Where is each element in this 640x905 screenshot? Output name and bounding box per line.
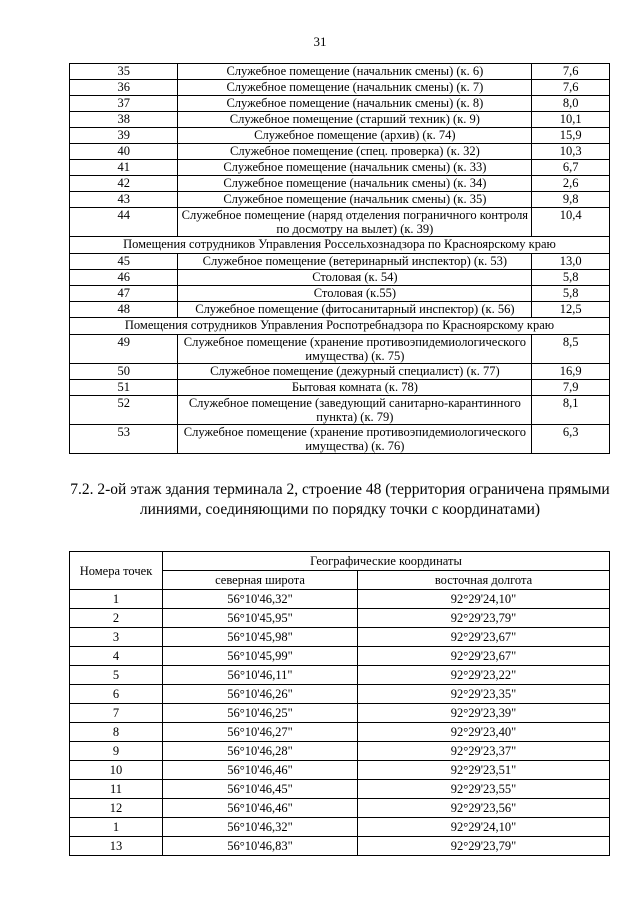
table-row	[70, 160, 610, 176]
room-description: Служебное помещение (архив) (к. 74)	[178, 128, 532, 144]
latitude-cell: 56°10'46,25"	[163, 704, 358, 723]
header-geo-coordinates: Географические координаты	[163, 552, 610, 571]
table-row	[70, 704, 610, 723]
room-description: Столовая (к.55)	[178, 286, 532, 302]
room-description: Служебное помещение (хранение противоэпидемиологического имущества) (к. 76)	[178, 425, 532, 454]
rooms-table	[69, 63, 610, 454]
section-heading: Помещения сотрудников Управления Россельхознадзора по Красноярскому краю	[70, 237, 610, 254]
latitude-cell: 56°10'46,11"	[163, 666, 358, 685]
longitude-cell: 92°29'23,67"	[358, 647, 610, 666]
room-area: 8,1	[532, 396, 610, 425]
room-number: 38	[70, 112, 178, 128]
room-number: 42	[70, 176, 178, 192]
room-area: 6,3	[532, 425, 610, 454]
table-row	[70, 144, 610, 160]
room-description: Столовая (к. 54)	[178, 270, 532, 286]
room-number: 49	[70, 335, 178, 364]
header-longitude: восточная долгота	[358, 571, 610, 590]
header-latitude: северная широта	[163, 571, 358, 590]
point-number: 2	[70, 609, 163, 628]
room-description: Служебное помещение (начальник смены) (к. 35)	[178, 192, 532, 208]
point-number: 3	[70, 628, 163, 647]
table-row	[70, 80, 610, 96]
table-row	[70, 799, 610, 818]
point-number: 7	[70, 704, 163, 723]
latitude-cell: 56°10'46,46"	[163, 761, 358, 780]
table-section-row	[70, 237, 610, 254]
room-area: 8,0	[532, 96, 610, 112]
room-area: 2,6	[532, 176, 610, 192]
room-area: 7,6	[532, 64, 610, 80]
room-description: Служебное помещение (хранение противоэпидемиологического имущества) (к. 75)	[178, 335, 532, 364]
point-number: 11	[70, 780, 163, 799]
table-row	[70, 302, 610, 318]
latitude-cell: 56°10'45,99"	[163, 647, 358, 666]
latitude-cell: 56°10'46,46"	[163, 799, 358, 818]
point-number: 1	[70, 818, 163, 837]
section-title: 7.2. 2-ой этаж здания терминала 2, строение 48 (территория ограничена прямыми линиями, соединяющими по порядку точки с координатами)	[70, 481, 610, 518]
room-area: 10,4	[532, 208, 610, 237]
longitude-cell: 92°29'24,10"	[358, 818, 610, 837]
room-number: 41	[70, 160, 178, 176]
room-description: Служебное помещение (спец. проверка) (к. 32)	[178, 144, 532, 160]
table-row	[70, 723, 610, 742]
room-area: 7,9	[532, 380, 610, 396]
point-number: 6	[70, 685, 163, 704]
point-number: 5	[70, 666, 163, 685]
room-number: 46	[70, 270, 178, 286]
table-row	[70, 628, 610, 647]
room-area: 15,9	[532, 128, 610, 144]
latitude-cell: 56°10'45,98"	[163, 628, 358, 647]
longitude-cell: 92°29'23,37"	[358, 742, 610, 761]
room-description: Служебное помещение (дежурный специалист) (к. 77)	[178, 364, 532, 380]
table-row	[70, 609, 610, 628]
table-row	[70, 112, 610, 128]
room-number: 43	[70, 192, 178, 208]
latitude-cell: 56°10'45,95"	[163, 609, 358, 628]
room-description: Служебное помещение (начальник смены) (к. 8)	[178, 96, 532, 112]
point-number: 1	[70, 590, 163, 609]
room-description: Служебное помещение (старший техник) (к. 9)	[178, 112, 532, 128]
longitude-cell: 92°29'23,56"	[358, 799, 610, 818]
header-points: Номера точек	[70, 552, 163, 590]
room-area: 7,6	[532, 80, 610, 96]
room-area: 5,8	[532, 270, 610, 286]
room-area: 12,5	[532, 302, 610, 318]
page-number: 31	[313, 34, 327, 49]
room-number: 50	[70, 364, 178, 380]
table-row	[70, 780, 610, 799]
latitude-cell: 56°10'46,45"	[163, 780, 358, 799]
table-row	[70, 176, 610, 192]
room-description: Служебное помещение (начальник смены) (к. 7)	[178, 80, 532, 96]
room-description: Бытовая комната (к. 78)	[178, 380, 532, 396]
room-area: 10,3	[532, 144, 610, 160]
table-row	[70, 208, 610, 237]
point-number: 4	[70, 647, 163, 666]
room-area: 16,9	[532, 364, 610, 380]
table-row	[70, 742, 610, 761]
room-number: 53	[70, 425, 178, 454]
room-area: 10,1	[532, 112, 610, 128]
table-row	[70, 685, 610, 704]
room-description: Служебное помещение (начальник смены) (к. 33)	[178, 160, 532, 176]
table-row	[70, 425, 610, 454]
table-row	[70, 192, 610, 208]
room-area: 9,8	[532, 192, 610, 208]
table-row	[70, 396, 610, 425]
latitude-cell: 56°10'46,26"	[163, 685, 358, 704]
room-area: 13,0	[532, 254, 610, 270]
room-number: 45	[70, 254, 178, 270]
room-area: 6,7	[532, 160, 610, 176]
room-area: 5,8	[532, 286, 610, 302]
table-row	[70, 590, 610, 609]
table-row	[70, 64, 610, 80]
latitude-cell: 56°10'46,32"	[163, 590, 358, 609]
longitude-cell: 92°29'24,10"	[358, 590, 610, 609]
longitude-cell: 92°29'23,79"	[358, 609, 610, 628]
room-number: 36	[70, 80, 178, 96]
room-description: Служебное помещение (ветеринарный инспектор) (к. 53)	[178, 254, 532, 270]
longitude-cell: 92°29'23,67"	[358, 628, 610, 647]
room-number: 35	[70, 64, 178, 80]
table-row	[70, 128, 610, 144]
longitude-cell: 92°29'23,79"	[358, 837, 610, 856]
room-number: 40	[70, 144, 178, 160]
longitude-cell: 92°29'23,22"	[358, 666, 610, 685]
table-row	[70, 837, 610, 856]
point-number: 8	[70, 723, 163, 742]
longitude-cell: 92°29'23,55"	[358, 780, 610, 799]
point-number: 9	[70, 742, 163, 761]
longitude-cell: 92°29'23,40"	[358, 723, 610, 742]
table-row	[70, 666, 610, 685]
table-row	[70, 335, 610, 364]
latitude-cell: 56°10'46,28"	[163, 742, 358, 761]
table-row	[70, 254, 610, 270]
room-description: Служебное помещение (заведующий санитарно-карантинного пункта) (к. 79)	[178, 396, 532, 425]
room-description: Служебное помещение (наряд отделения пограничного контроля по досмотру на вылет) (к. 39)	[178, 208, 532, 237]
table-row	[70, 286, 610, 302]
room-description: Служебное помещение (начальник смены) (к. 34)	[178, 176, 532, 192]
coordinates-table	[69, 551, 610, 856]
room-description: Служебное помещение (фитосанитарный инспектор) (к. 56)	[178, 302, 532, 318]
longitude-cell: 92°29'23,35"	[358, 685, 610, 704]
room-area: 8,5	[532, 335, 610, 364]
table-row	[70, 647, 610, 666]
room-number: 37	[70, 96, 178, 112]
room-number: 44	[70, 208, 178, 237]
point-number: 10	[70, 761, 163, 780]
room-number: 52	[70, 396, 178, 425]
latitude-cell: 56°10'46,32"	[163, 818, 358, 837]
latitude-cell: 56°10'46,27"	[163, 723, 358, 742]
latitude-cell: 56°10'46,83"	[163, 837, 358, 856]
table-section-row	[70, 318, 610, 335]
table-row	[70, 380, 610, 396]
room-number: 51	[70, 380, 178, 396]
point-number: 12	[70, 799, 163, 818]
room-number: 48	[70, 302, 178, 318]
room-number: 39	[70, 128, 178, 144]
room-description: Служебное помещение (начальник смены) (к. 6)	[178, 64, 532, 80]
table-row	[70, 761, 610, 780]
room-number: 47	[70, 286, 178, 302]
longitude-cell: 92°29'23,39"	[358, 704, 610, 723]
table-row	[70, 270, 610, 286]
table-row	[70, 364, 610, 380]
section-heading: Помещения сотрудников Управления Роспотребнадзора по Красноярскому краю	[70, 318, 610, 335]
longitude-cell: 92°29'23,51"	[358, 761, 610, 780]
point-number: 13	[70, 837, 163, 856]
table-row	[70, 818, 610, 837]
table-row	[70, 96, 610, 112]
